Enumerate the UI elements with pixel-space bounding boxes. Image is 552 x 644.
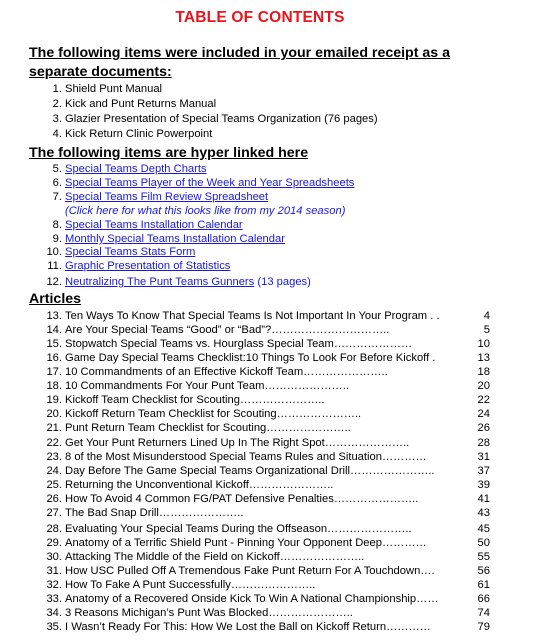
article-item — [0, 309, 552, 323]
page-number: 10 — [477, 338, 490, 350]
item-title: 3 Reasons Michigan’s Punt Was Blocked — [65, 607, 269, 619]
item-link[interactable]: Monthly Special Teams Installation Calendar — [65, 233, 285, 245]
item-title: Kick and Punt Returns Manual — [65, 98, 217, 110]
item-number: 18. — [46, 380, 62, 392]
leader-dots: …… — [416, 593, 439, 605]
article-item — [0, 351, 552, 365]
item-title: How To Avoid 4 Common FG/PAT Defensive Penalties — [65, 493, 334, 505]
page-number: 74 — [477, 607, 490, 619]
page-number: 4 — [483, 310, 490, 322]
item-title: 10 Commandments For Your Punt Team — [65, 380, 265, 392]
leader-dots: ………………….. — [303, 366, 388, 378]
hyperlink-item[interactable] — [0, 245, 552, 259]
item-title: Day Before The Game Special Teams Organizational Drill — [65, 465, 350, 477]
item-title: Evaluating Your Special Teams During the Offseason — [65, 523, 328, 535]
article-item — [0, 365, 552, 379]
leader-dots: ………………….. — [239, 394, 325, 406]
item-title: Kick Return Clinic Powerpoint — [65, 128, 213, 140]
doc-item — [0, 82, 552, 96]
articles-heading: Articles — [29, 291, 82, 307]
item-number: 13. — [46, 310, 62, 322]
article-item — [0, 536, 552, 550]
leader-dots: ………………….. — [279, 551, 365, 563]
item-number: 17. — [46, 366, 62, 378]
leader-dots: ………… — [381, 451, 427, 463]
item-number: 11. — [47, 260, 62, 272]
doc-item — [0, 112, 552, 126]
item-link[interactable]: Special Teams Stats Form — [65, 246, 196, 258]
leader-dots: ………………… — [333, 338, 413, 350]
item-number: 22. — [46, 437, 62, 449]
item-number: 20. — [46, 408, 62, 420]
item-suffix: (13 pages) — [254, 276, 311, 288]
page-number: 61 — [477, 579, 490, 591]
item-number: 10. — [46, 246, 62, 258]
leader-dots: ………………….. — [350, 465, 435, 477]
item-title: How USC Pulled Off A Tremendous Fake Punt Return For A Touchdown — [65, 565, 421, 577]
item-number: 12. — [46, 276, 62, 288]
article-item — [0, 337, 552, 351]
article-item — [0, 379, 552, 393]
leader-dots: ………………….. — [158, 507, 244, 519]
leader-dots: ………………….. — [276, 408, 362, 420]
leader-dots: ………… — [381, 537, 427, 549]
leader-dots: ………………….. — [248, 479, 334, 491]
item-number: 19. — [46, 394, 62, 406]
leader-dots: ………………….. — [324, 437, 410, 449]
page-number: 43 — [477, 507, 490, 519]
leader-dots: …. — [420, 565, 435, 577]
hyperlink-item[interactable] — [0, 190, 552, 204]
item-number: 7. — [52, 191, 62, 203]
item-title: Anatomy of a Recovered Onside Kick To Win A National Championship — [65, 593, 417, 605]
item-number: 24. — [46, 465, 62, 477]
page-number: 55 — [477, 551, 490, 563]
page-number: 37 — [477, 465, 490, 477]
item-number: 31. — [46, 565, 62, 577]
item-number: 32. — [46, 579, 62, 591]
item-number: 9. — [52, 233, 62, 245]
item-number: 29. — [46, 537, 62, 549]
item-link[interactable]: Special Teams Player of the Week and Year Spreadsheets — [65, 177, 355, 189]
item-title: Ten Ways To Know That Special Teams Is Not Important In Your Program — [65, 310, 428, 322]
article-item — [0, 578, 552, 592]
item-link[interactable]: Neutralizing The Punt Teams Gunners — [65, 276, 255, 288]
leader-dots: ………………….. — [327, 523, 412, 535]
item-number: 23. — [46, 451, 62, 463]
article-item — [0, 323, 552, 337]
item-number: 16. — [46, 352, 62, 364]
leader-dots: ………………………….. — [271, 324, 390, 336]
item-title: Are Your Special Teams “Good” or “Bad”? — [65, 324, 272, 336]
item-title: I Wasn’t Ready For This: How We Lost the Ball on Kickoff Return — [65, 621, 387, 633]
item-link[interactable]: Special Teams Film Review Spreadsheet — [65, 191, 269, 203]
item-number: 3. — [52, 113, 62, 125]
item-link[interactable]: Special Teams Depth Charts — [65, 163, 207, 175]
item-number: 2. — [52, 98, 62, 110]
item-title: Returning the Unconventional Kickoff — [65, 479, 249, 491]
page-number: 79 — [477, 621, 490, 633]
item-title: Get Your Punt Returners Lined Up In The Right Spot — [65, 437, 325, 449]
leader-dots: ………………….. — [268, 607, 353, 619]
leader-dots: ………… — [386, 621, 431, 633]
item-number: 26. — [46, 493, 62, 505]
item-number: 6. — [52, 177, 62, 189]
toc-title: TABLE OF CONTENTS — [175, 9, 345, 26]
item-link[interactable]: Special Teams Installation Calendar — [65, 219, 243, 231]
item-title: Game Day Special Teams Checklist:10 Things To Look For Before Kickoff — [65, 352, 430, 364]
item-title: Glazier Presentation of Special Teams Organization (76 pages) — [65, 113, 378, 125]
item-number: 4. — [52, 128, 62, 140]
item-title: 8 of the Most Misunderstood Special Teams Rules and Situation — [65, 451, 382, 463]
item-title: 10 Commandments of an Effective Kickoff Team — [65, 366, 304, 378]
article-item — [0, 464, 552, 478]
item-title: Kickoff Team Checklist for Scouting — [65, 394, 240, 406]
article-item — [0, 606, 552, 620]
page-number: 28 — [477, 437, 490, 449]
item-title: Stopwatch Special Teams vs. Hourglass Special Team — [65, 338, 334, 350]
item-number: 15. — [46, 338, 62, 350]
page-number: 31 — [477, 451, 490, 463]
page-number: 24 — [477, 408, 490, 420]
article-item — [0, 564, 552, 578]
item-number: 27. — [46, 507, 62, 519]
leader-dots: ………………….. — [266, 422, 351, 434]
item-link[interactable]: Graphic Presentation of Statistics — [65, 260, 231, 272]
item-number: 30. — [46, 551, 62, 563]
hyperlink-item[interactable] — [0, 176, 552, 190]
doc-item — [0, 127, 552, 141]
article-item — [0, 393, 552, 407]
article-item — [0, 620, 552, 634]
hyperlink-item[interactable] — [0, 162, 552, 176]
article-item — [0, 407, 552, 421]
section1-heading-line1: The following items were included in your emailed receipt as a — [29, 45, 451, 61]
article-item — [0, 522, 552, 536]
leader-dots: ………………….. — [230, 579, 316, 591]
item-number: 5. — [52, 163, 62, 175]
doc-item — [0, 97, 552, 111]
item-title: Shield Punt Manual — [65, 83, 163, 95]
page-number: 18 — [477, 366, 490, 378]
leader-dots: ………………….. — [264, 380, 349, 392]
item-title: The Bad Snap Drill — [65, 507, 159, 519]
article-item — [0, 450, 552, 464]
page-number: 26 — [477, 422, 490, 434]
article-item — [0, 506, 552, 520]
item-number: 8. — [52, 219, 62, 231]
page-number: 22 — [477, 394, 490, 406]
hyperlink-item[interactable] — [0, 275, 552, 289]
item-number: 25. — [46, 479, 62, 491]
page-number: 13 — [477, 352, 490, 364]
leader-dots: ………………….. — [333, 493, 419, 505]
leader-dots: . . — [427, 310, 440, 322]
article-item — [0, 478, 552, 492]
leader-dots: . — [429, 352, 436, 364]
item-title: Anatomy of a Terrific Shield Punt - Pinning Your Opponent Deep — [65, 537, 382, 549]
item-number: 33. — [46, 593, 62, 605]
hyperlink-item[interactable] — [0, 218, 552, 232]
article-item — [0, 550, 552, 564]
page-number: 39 — [477, 479, 490, 491]
page-number: 56 — [477, 565, 490, 577]
item-number: 28. — [46, 523, 62, 535]
hyperlink-item[interactable] — [0, 232, 552, 246]
article-item — [0, 592, 552, 606]
page-number: 66 — [477, 593, 490, 605]
section1-heading-line2: separate documents: — [29, 64, 172, 80]
section2-heading: The following items are hyper linked here — [29, 145, 309, 161]
film-review-note[interactable]: (Click here for what this looks like from my 2014 season) — [65, 205, 346, 217]
article-item — [0, 492, 552, 506]
item-number: 35. — [46, 621, 62, 633]
article-item — [0, 436, 552, 450]
item-number: 34. — [46, 607, 62, 619]
item-number: 14. — [46, 324, 62, 336]
item-number: 1. — [52, 83, 62, 95]
item-title: How To Fake A Punt Successfully — [65, 579, 231, 591]
item-title: Punt Return Team Checklist for Scouting — [65, 422, 267, 434]
item-number: 21. — [46, 422, 62, 434]
page-number: 5 — [483, 324, 490, 336]
page-number: 41 — [477, 493, 490, 505]
page-number: 45 — [477, 523, 490, 535]
page-number: 20 — [477, 380, 490, 392]
page-number: 50 — [477, 537, 490, 549]
item-title: Attacking The Middle of the Field on Kickoff — [65, 551, 280, 563]
hyperlink-item[interactable] — [0, 259, 552, 273]
article-item — [0, 421, 552, 435]
item-title: Kickoff Return Team Checklist for Scouting — [65, 408, 277, 420]
